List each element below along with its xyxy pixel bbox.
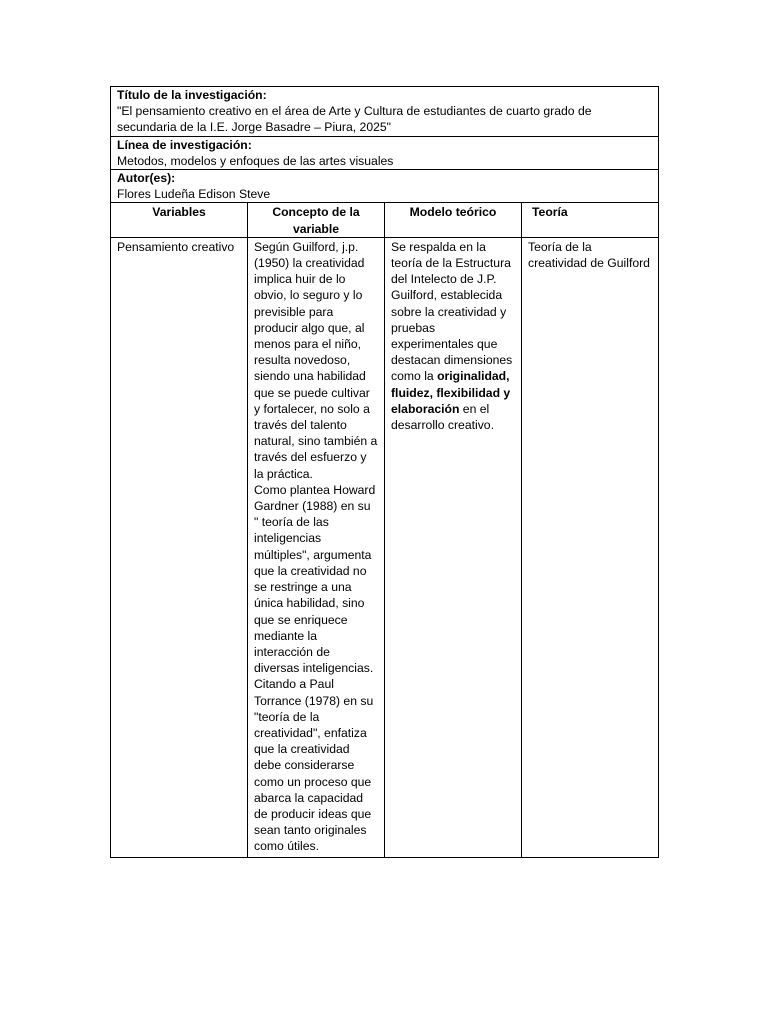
- modelo-text-after: en el desarrollo creativo.: [391, 401, 494, 433]
- title-value: "El pensamiento creativo en el área de Arte y Cultura de estudiantes de cuarto grado de secundaria de la I.E. Jorge Basadre – Piura, 2025": [117, 104, 592, 135]
- modelo-bold-dimensions: originalidad, fluidez, flexibilidad y elaboración: [391, 369, 511, 416]
- author-cell: [111, 170, 659, 203]
- author-label: Autor(es):: [117, 171, 176, 186]
- modelo-text-before: Se respalda en la teoría de la Estructura del Intelecto de J.P. Guilford, establecida sobre la creatividad y pruebas experimentales que destacan dimensiones como la: [391, 239, 513, 384]
- concepto-paragraph-torrance: Citando a Paul Torrance (1978) en su "teoría de la creatividad", enfatiza que la creatividad debe considerarse como un proceso que abarca la capacidad de producir ideas que sean tanto originales como útiles.: [254, 677, 374, 854]
- author-row: [111, 170, 659, 203]
- header-concepto: Concepto de la variable: [248, 203, 385, 237]
- research-matrix-table: [110, 86, 659, 858]
- variable-cell: Pensamiento creativo: [111, 237, 248, 857]
- line-cell: [111, 136, 659, 169]
- header-modelo: Modelo teórico: [385, 203, 522, 237]
- modelo-cell: [385, 237, 522, 857]
- line-row: [111, 136, 659, 169]
- line-label: Línea de investigación:: [117, 137, 252, 152]
- author-value: Flores Ludeña Edison Steve: [117, 187, 271, 202]
- concepto-paragraph-gardner: Como plantea Howard Gardner (1988) en su " teoría de las inteligencias múltiples", argumenta que la creatividad no se restringe a una única habilidad, sino que se enriquece mediante la interacción de diversas inteligencias.: [254, 482, 376, 676]
- title-cell: [111, 87, 659, 137]
- table-header-row: [111, 203, 659, 237]
- concepto-cell: [248, 237, 385, 857]
- header-teoria: Teoría: [522, 203, 659, 237]
- title-row: [111, 87, 659, 137]
- concepto-paragraph-guilford: Según Guilford, j.p. (1950) la creatividad implica huir de lo obvio, lo seguro y lo previsible para producir algo que, al menos para el niño, resulta novedoso, siendo una habilidad que se puede cultivar y fortalecer, no solo a través del talento natural, sino también a través del esfuerzo y la práctica.: [254, 239, 378, 481]
- table-row: [111, 237, 659, 857]
- header-variables: Variables: [111, 203, 248, 237]
- teoria-cell: Teoría de la creatividad de Guilford: [522, 237, 659, 857]
- title-label: Título de la investigación:: [117, 88, 267, 102]
- line-value: Metodos, modelos y enfoques de las artes visuales: [117, 153, 394, 168]
